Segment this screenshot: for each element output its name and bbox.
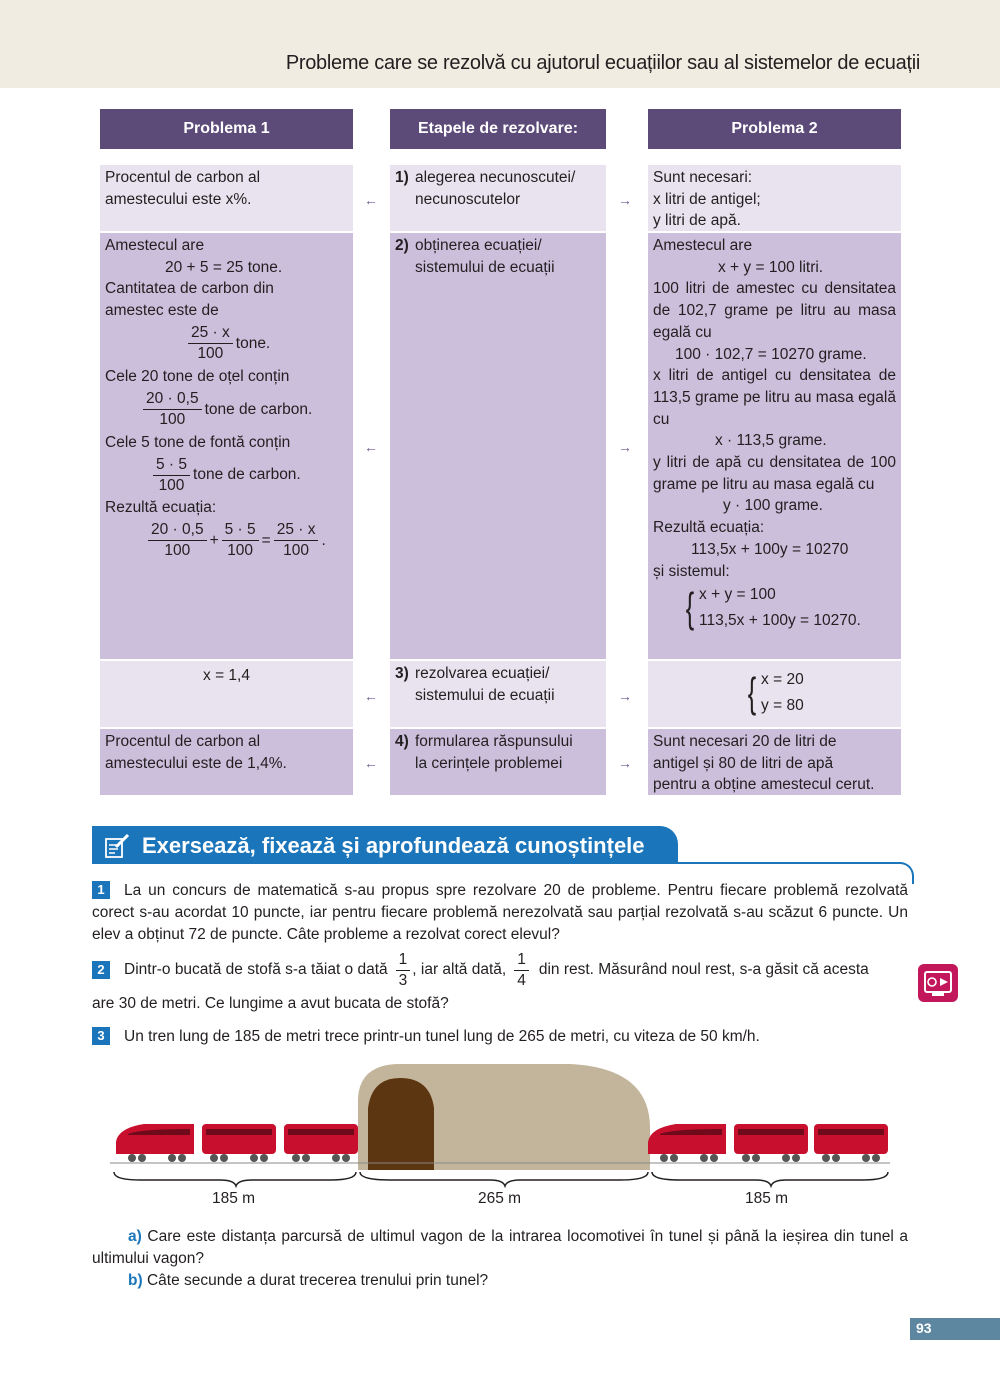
col-head-problem1: Problema 1 <box>100 109 353 149</box>
exercise-number: 2 <box>92 961 110 979</box>
arrow-left-icon: ← <box>364 439 378 455</box>
exercise-1: 1 La un concurs de matematică s-au propus spre rezolvare 20 de probleme. Pentru fiecare problemă rezolvată corect s-au acordat 10 puncte, iar pentru fiecare problemă nerezolvată sau parțial rezolvată s-au scăzut 6 puncte. Un elev a obținut 72 de puncte. Câte probleme a rezolvat corect elevul? <box>92 882 908 943</box>
page-number: 93 <box>916 1320 932 1336</box>
brace-185-right <box>652 1172 888 1186</box>
train-left <box>116 1124 358 1162</box>
arrow-right-icon: → <box>618 439 632 455</box>
row2-problem1: Amestecul are 20 + 5 = 25 tone. Cantitatea de carbon din amestec este de $\frac{25 \cdot x}{100}$ tone. Cele 20 tone de oțel conțin $\frac{20 \cdot 0,5}{100}$ tone de carbon. Cele 5 tone de fontă conțin $\frac{5 \cdot 5}{100}$ tone de carbon. Rezultă ecuația: $\frac{20 \cdot 0,5}{100}$ + $\frac{5 \cdot 5}{100}$ = $\frac{25 \cdot x}{100}$ . <box>100 233 353 659</box>
fraction: $\frac{20 \cdot 0,5}{100}$ <box>143 389 202 430</box>
row3-step: 3) rezolvarea ecuației/ sistemului de ecuații <box>390 661 606 727</box>
row2-problem2: Amestecul are x + y = 100 litri. 100 litri de amestec cu densitatea de 102,7 grame pe litru au masa egală cu 100 · 102,7 = 10270 grame. x litri de antigel cu densitatea de 113,5 grame pe litru au masa egală cu x · 113,5 grame. y litri de apă cu densitatea de 100 grame pe litru au masa egală cu y · 100 grame. Rezultă ecuația: 113,5x + 100y = 10270 și sistemul: { x + y = 100 113,5x + 100y = 10270. <box>648 233 901 659</box>
exercise-2: 2 Dintr-o bucată de stofă s-a tăiat o dată $\frac{1}{3}$ , iar altă dată, $\frac{1}{4}$ din rest. Măsurând noul rest, s-a găsit că acesta are 30 de metri. Ce lungime a avut bucata de stofă? <box>92 950 869 1012</box>
digital-resource-icon[interactable] <box>918 964 958 1002</box>
row4-problem2: Sunt necesari 20 de litri de antigel și 80 de litri de apă pentru a obține amestecul cerut. <box>648 729 901 795</box>
arrow-left-icon: ← <box>364 688 378 704</box>
row4-step: 4) formularea răspunsului la cerințele problemei <box>390 729 606 795</box>
col-head-steps: Etapele de rezolvare: <box>390 109 606 149</box>
row3-problem2 <box>648 661 901 727</box>
question-b: b) Câte secunde a durat trecerea trenului prin tunel? <box>128 1272 489 1289</box>
dimension-tunnel: 265 m <box>478 1190 522 1207</box>
fraction: $\frac{1}{4}$ <box>514 950 529 991</box>
train-tunnel-illustration <box>100 1058 900 1188</box>
col-head-problem2: Problema 2 <box>648 109 901 149</box>
exercise-number: 1 <box>92 881 110 899</box>
header-title: Probleme care se rezolvă cu ajutorul ecuațiilor sau al sistemelor de ecuații <box>285 52 920 74</box>
row4-problem1: Procentul de carbon al amestecului este de 1,4%. <box>100 729 353 795</box>
brace-185-left <box>114 1172 356 1186</box>
notepad-pencil-icon <box>104 834 130 858</box>
section-title: Exersează, fixează și aprofundează cunoștințele <box>142 833 645 858</box>
arrow-right-icon: → <box>618 755 632 771</box>
row1-problem1: Procentul de carbon al amestecului este x%. <box>100 165 353 231</box>
exercise-number: 3 <box>92 1027 110 1045</box>
row1-step: 1) alegerea necunoscutei/ necunoscutelor <box>390 165 606 231</box>
arrow-right-icon: → <box>618 688 632 704</box>
fraction: $\frac{25 \cdot x}{100}$ <box>188 323 233 364</box>
train-right <box>648 1124 888 1162</box>
system-solution: { x = 20 y = 80 <box>747 669 804 716</box>
arrow-left-icon: ← <box>364 192 378 208</box>
question-a: a) Care este distanța parcursă de ultimul vagon de la intrarea locomotivei în tunel și până la ieșirea din tunel a ultimului vagon? <box>92 1228 909 1267</box>
arrow-left-icon: ← <box>364 755 378 771</box>
arrow-right-icon: → <box>618 192 632 208</box>
row2-step: 2) obținerea ecuației/ sistemului de ecuații <box>390 233 606 659</box>
equation: $\frac{20 \cdot 0,5}{100}$ + $\frac{5 \cdot 5}{100}$ = $\frac{25 \cdot x}{100}$ . <box>105 519 348 563</box>
dimension-train-left: 185 m <box>212 1190 256 1207</box>
exercise-3: 3 Un tren lung de 185 de metri trece printr-un tunel lung de 265 de metri, cu viteza de 50 km/h. <box>92 1026 908 1048</box>
row1-problem2: Sunt necesari: x litri de antigel; y litri de apă. <box>648 165 901 231</box>
dimension-train-right: 185 m <box>745 1190 789 1207</box>
tunnel-entrance <box>368 1078 434 1170</box>
system-of-equations: { x + y = 100 113,5x + 100y = 10270. <box>685 584 861 632</box>
fraction: $\frac{5 \cdot 5}{100}$ <box>153 455 190 496</box>
row3-problem1: x = 1,4 <box>100 661 353 727</box>
brace-265 <box>360 1172 648 1186</box>
fraction: $\frac{1}{3}$ <box>396 950 411 991</box>
